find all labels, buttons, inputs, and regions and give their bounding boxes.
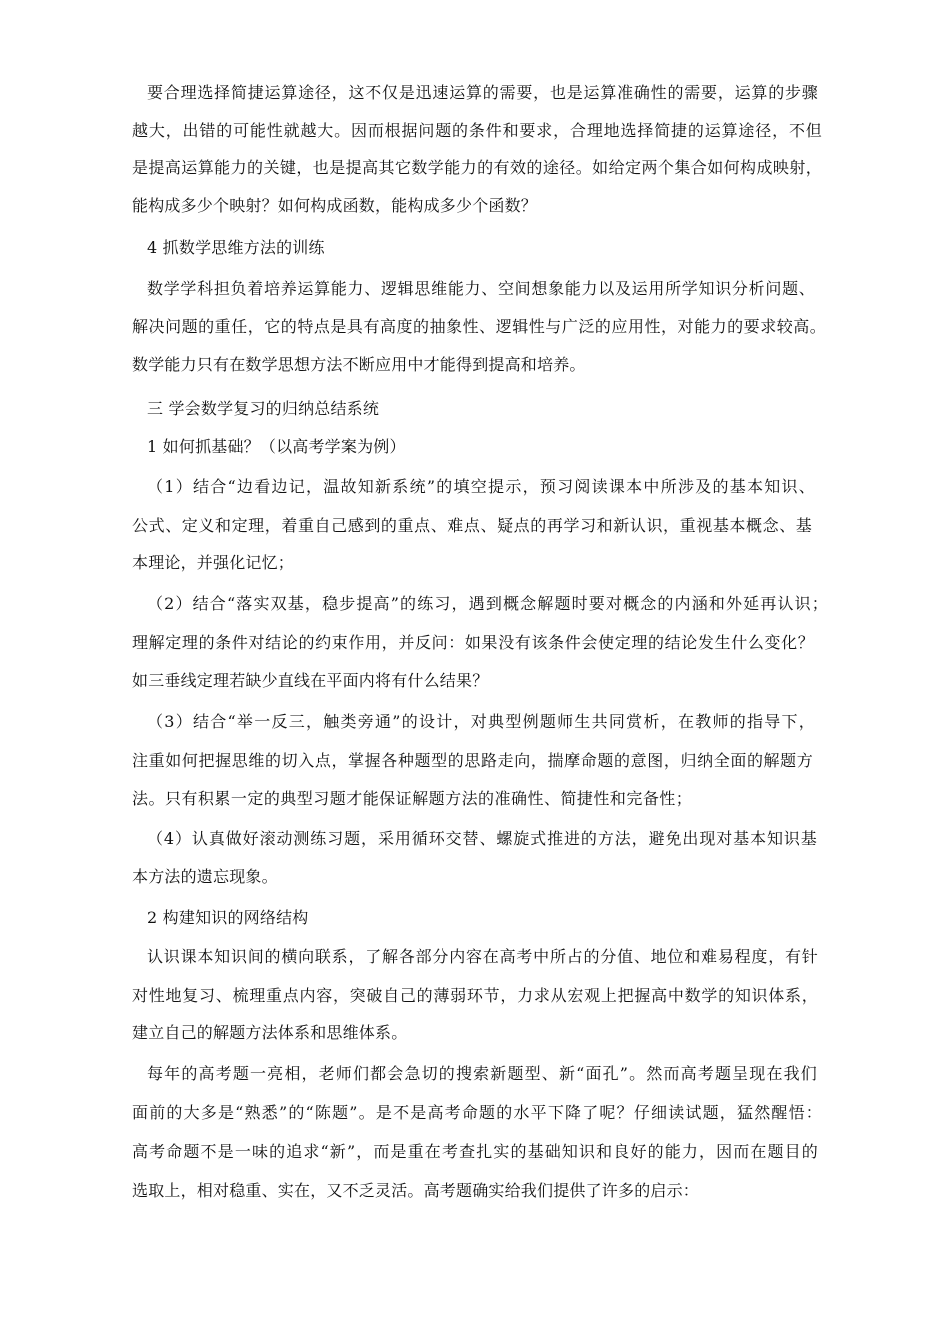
text-line: 越大，出错的可能性就越大。因而根据问题的条件和要求，合理地选择简捷的运算途径，不但 <box>132 121 822 140</box>
text-line: 能构成多少个映射？如何构成函数，能构成多少个函数？ <box>132 196 538 215</box>
section-heading: 三 学会数学复习的归纳总结系统 <box>147 399 380 418</box>
text-line: 解决问题的重任，它的特点是具有高度的抽象性、逻辑性与广泛的应用性，对能力的要求较高。 <box>132 317 826 336</box>
text-line: （2）结合“落实双基，稳步提高”的练习，遇到概念解题时要对概念的内涵和外延再认识； <box>147 594 828 613</box>
section-heading: 2 构建知识的网络结构 <box>147 908 309 927</box>
text-line: 选取上，相对稳重、实在，又不乏灵活。高考题确实给我们提供了许多的启示： <box>132 1181 700 1200</box>
text-line: 面前的大多是“熟悉”的“陈题”。是不是高考命题的水平下降了呢？仔细读试题，猛然醒悟： <box>132 1103 822 1122</box>
text-line: 如三垂线定理若缺少直线在平面内将有什么结果？ <box>132 671 489 690</box>
text-line: 法。只有积累一定的典型习题才能保证解题方法的准确性、简捷性和完备性； <box>132 789 692 808</box>
section-heading: 4 抓数学思维方法的训练 <box>147 238 325 257</box>
text-line: 本方法的遗忘现象。 <box>132 867 278 886</box>
text-line: 每年的高考题一亮相，老师们都会急切的搜索新题型、新“面孔”。然而高考题呈现在我们 <box>147 1064 817 1083</box>
text-line: 数学能力只有在数学思想方法不断应用中才能得到提高和培养。 <box>132 355 586 374</box>
text-line: 认识课本知识间的横向联系，了解各部分内容在高考中所占的分值、地位和难易程度，有针 <box>147 947 818 966</box>
text-line: （4）认真做好滚动测练习题，采用循环交替、螺旋式推进的方法，避免出现对基本知识基 <box>147 829 817 848</box>
text-line: 高考命题不是一味的追求“新”，而是重在考查扎实的基础知识和良好的能力，因而在题目的 <box>132 1142 818 1161</box>
text-line: 本理论，并强化记忆； <box>132 553 295 572</box>
text-line: 公式、定义和定理，着重自己感到的重点、难点、疑点的再学习和新认识，重视基本概念、基 <box>132 516 812 535</box>
text-line: 理解定理的条件对结论的约束作用，并反问：如果没有该条件会使定理的结论发生什么变化？ <box>132 633 814 652</box>
section-heading: 1 如何抓基础？（以高考学案为例） <box>147 437 406 456</box>
text-line: 是提高运算能力的关键，也是提高其它数学能力的有效的途径。如给定两个集合如何构成映射， <box>132 158 822 177</box>
text-line: 对性地复习、梳理重点内容，突破自己的薄弱环节，力求从宏观上把握高中数学的知识体系， <box>132 986 818 1005</box>
text-line: 建立自己的解题方法体系和思维体系。 <box>132 1023 408 1042</box>
text-line: （3）结合“举一反三，触类旁通”的设计，对典型例题师生共同赏析，在教师的指导下， <box>147 712 815 731</box>
text-line: （1）结合“边看边记，温故知新系统”的填空提示，预习阅读课本中所涉及的基本知识、 <box>147 477 815 496</box>
text-line: 数学学科担负着培养运算能力、逻辑思维能力、空间想象能力以及运用所学知识分析问题、 <box>147 279 815 298</box>
text-line: 注重如何把握思维的切入点，掌握各种题型的思路走向，揣摩命题的意图，归纳全面的解题方 <box>132 751 813 770</box>
text-line: 要合理选择简捷运算途径，这不仅是迅速运算的需要，也是运算准确性的需要，运算的步骤 <box>147 83 818 102</box>
